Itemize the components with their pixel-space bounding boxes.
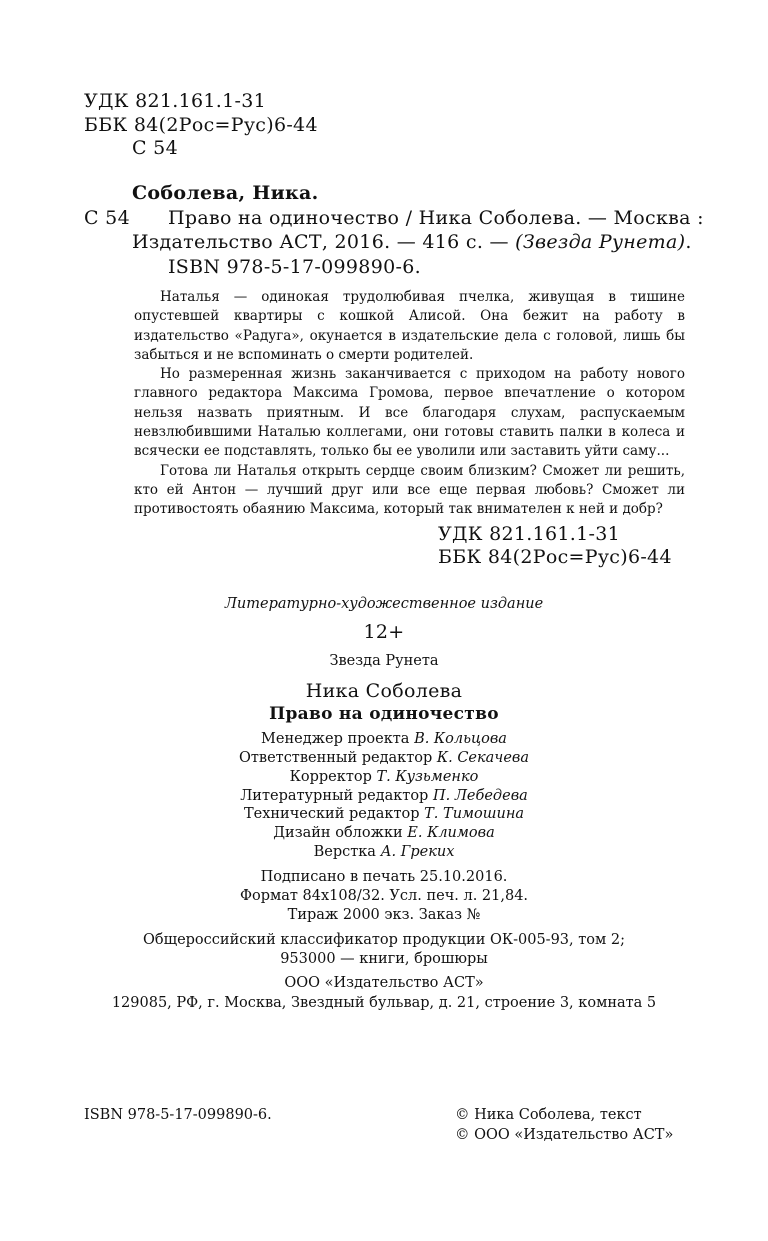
edition-type: Литературно-художественное издание (224, 596, 544, 612)
credit-role: Технический редактор (243, 806, 420, 822)
annotation-paragraph-2: Но размеренная жизнь заканчивается с приходом на работу нового главного редактора Максима Громова, первое впечатление о котором нельзя назвать приятным. И все благодаря слухам, распускаемым невзлюбившими Наталью коллегами, они готовы ставить палки в колеса и всячески ее подставлять, только бы ее уволили или заставить уйти саму... (134, 366, 685, 460)
udk-top: УДК 821.161.1-31 (84, 90, 267, 112)
publisher-name: ООО «Издательство АСТ» (284, 975, 484, 991)
credit-project-manager (0, 731, 768, 747)
bbk-bottom: ББК 84(2Рос=Рус)6-44 (438, 546, 672, 568)
credit-proofreader (0, 769, 768, 785)
credit-technical-editor (0, 806, 768, 822)
credit-name: В. Кольцова (414, 731, 507, 747)
imprint-series: Звезда Рунета (329, 653, 439, 669)
annotation-paragraph-3: Готова ли Наталья открыть сердце своим близким? Сможет ли решить, кто ей Антон — лучший друг или все еще первая любовь? Сможет ли противостоять обаянию Максима, который так внимателен к ней и добр? (134, 462, 685, 518)
age-rating: 12+ (363, 621, 405, 643)
imprint-author: Ника Соболева (305, 680, 463, 702)
udk-bottom: УДК 821.161.1-31 (438, 523, 621, 545)
credit-name: Т. Кузьменко (376, 769, 479, 785)
credit-responsible-editor (0, 750, 768, 766)
classifier-line-2: 953000 — книги, брошюры (280, 951, 488, 967)
credit-name: Е. Климова (407, 825, 495, 841)
bbk-top: ББК 84(2Рос=Рус)6-44 (84, 114, 318, 136)
signed-to-print: Подписано в печать 25.10.2016. (260, 869, 508, 885)
credit-literary-editor (0, 788, 768, 804)
bib-period: . (685, 231, 692, 253)
annotation (134, 288, 685, 520)
bib-mark: С 54 (84, 207, 130, 229)
print-format: Формат 84x108/32. Усл. печ. л. 21,84. (239, 888, 529, 904)
author-mark-top: С 54 (132, 137, 178, 159)
credit-role: Менеджер проекта (261, 731, 410, 747)
bib-publisher-text: Издательство АСТ, 2016. — 416 с. — (132, 231, 516, 253)
credit-name: Т. Тимошина (424, 806, 525, 822)
bib-title-line-2 (132, 231, 692, 253)
bib-isbn: ISBN 978-5-17-099890-6. (168, 256, 421, 278)
credit-name: А. Греких (380, 844, 455, 860)
credit-layout (0, 844, 768, 860)
credit-role: Корректор (289, 769, 372, 785)
copyright-author: © Ника Соболева, текст (455, 1107, 642, 1123)
footer-isbn: ISBN 978-5-17-099890-6. (84, 1107, 272, 1123)
credit-cover-design (0, 825, 768, 841)
bib-title-line-1: Право на одиночество / Ника Соболева. — Москва : (168, 207, 704, 229)
imprint-title: Право на одиночество (269, 704, 499, 724)
classifier-line-1: Общероссийский классификатор продукции ОК-005-93, том 2; (142, 932, 626, 948)
bib-series: (Звезда Рунета) (515, 231, 686, 253)
bib-author: Соболева, Ника. (132, 182, 319, 204)
credit-role: Верстка (313, 844, 376, 860)
credit-name: П. Лебедева (432, 788, 528, 804)
credit-name: К. Секачева (436, 750, 529, 766)
print-run: Тираж 2000 экз. Заказ № (287, 907, 481, 923)
credit-role: Ответственный редактор (239, 750, 433, 766)
copyright-publisher: © ООО «Издательство АСТ» (455, 1127, 674, 1143)
credit-role: Литературный редактор (240, 788, 429, 804)
annotation-paragraph-1: Наталья — одинокая трудолюбивая пчелка, живущая в тишине опустевшей квартиры с кошкой Алисой. Она бежит на работу в издательство «Радуга», окунается в издательские дела с головой, лишь бы забыться и не вспоминать о смерти родителей. (134, 289, 685, 363)
publisher-address: 129085, РФ, г. Москва, Звездный бульвар, д. 21, строение 3, комната 5 (111, 995, 657, 1011)
credit-role: Дизайн обложки (273, 825, 403, 841)
